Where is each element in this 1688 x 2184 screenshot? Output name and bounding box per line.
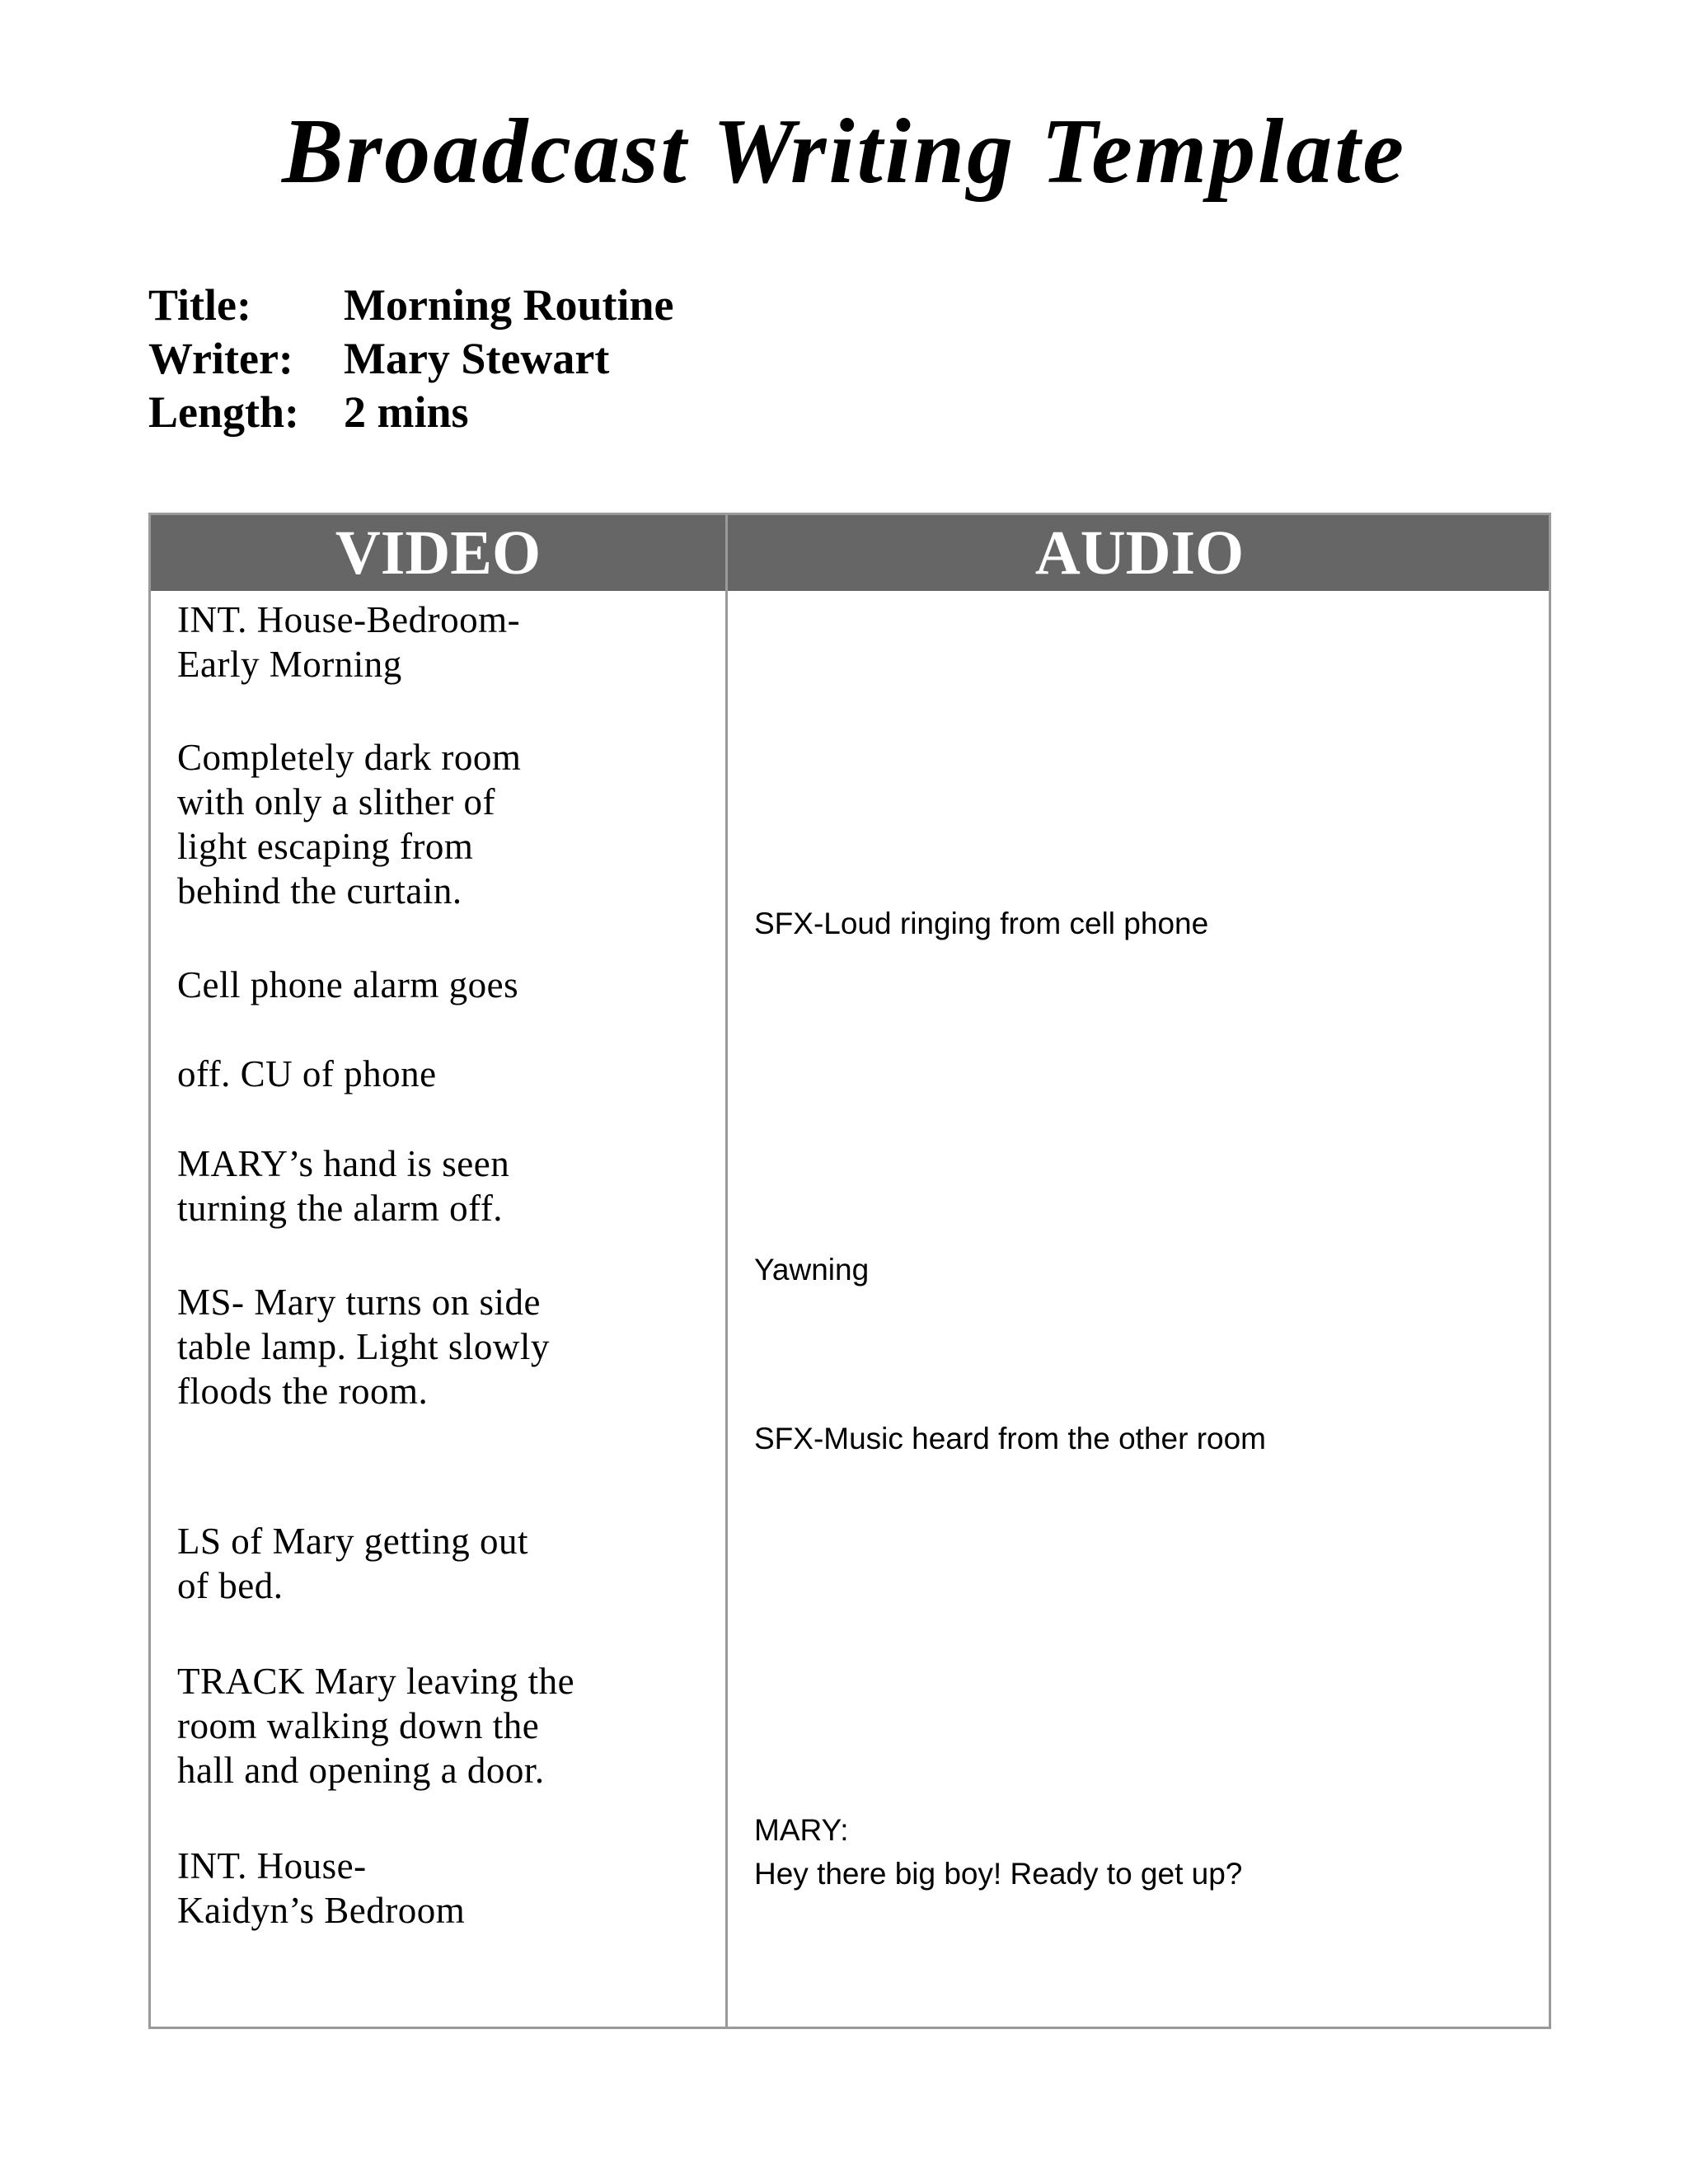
title-label: Title: — [148, 280, 251, 330]
audio-character-mary: MARY: — [754, 1813, 849, 1847]
meta-writer-row — [148, 332, 674, 386]
audio-yawning: Yawning — [754, 1253, 870, 1286]
audio-mary-line: Hey there big boy! Ready to get up? — [754, 1857, 1243, 1891]
video-cu-phone: off. CU of phone — [177, 1053, 437, 1094]
column-divider — [725, 515, 728, 2027]
audio-column-header: AUDIO — [1034, 518, 1245, 588]
video-dark-room: Completely dark room with only a slither of light escaping from behind the curtain. — [177, 737, 522, 912]
meta-length-row — [148, 386, 674, 439]
video-hand-alarm: MARY’s hand is seen turning the alarm off. — [177, 1143, 510, 1229]
video-column-header: VIDEO — [335, 518, 542, 588]
video-kaidyn-bedroom: INT. House- Kaidyn’s Bedroom — [177, 1845, 466, 1931]
video-track-hall: TRACK Mary leaving the room walking down the hall and opening a door. — [177, 1661, 575, 1791]
writer-label: Writer: — [148, 334, 293, 383]
length-value: 2 mins — [344, 387, 469, 437]
meta-title-row — [148, 279, 674, 332]
script-metadata — [148, 279, 674, 439]
video-alarm-goes: Cell phone alarm goes — [177, 964, 519, 1005]
video-lamp: MS- Mary turns on side table lamp. Light slowly floods the room. — [177, 1282, 550, 1412]
length-label: Length: — [148, 387, 300, 437]
audio-sfx-music: SFX-Music heard from the other room — [754, 1422, 1266, 1455]
video-scene-heading: INT. House-Bedroom- Early Morning — [177, 599, 521, 685]
table-header-row — [151, 515, 1549, 591]
title-value: Morning Routine — [344, 280, 674, 330]
video-getting-up: LS of Mary getting out of bed. — [177, 1521, 528, 1606]
document-title: Broadcast Writing Template — [281, 101, 1407, 203]
writer-value: Mary Stewart — [344, 334, 610, 383]
audio-sfx-ringing: SFX-Loud ringing from cell phone — [754, 907, 1209, 940]
script-table — [148, 513, 1551, 2029]
